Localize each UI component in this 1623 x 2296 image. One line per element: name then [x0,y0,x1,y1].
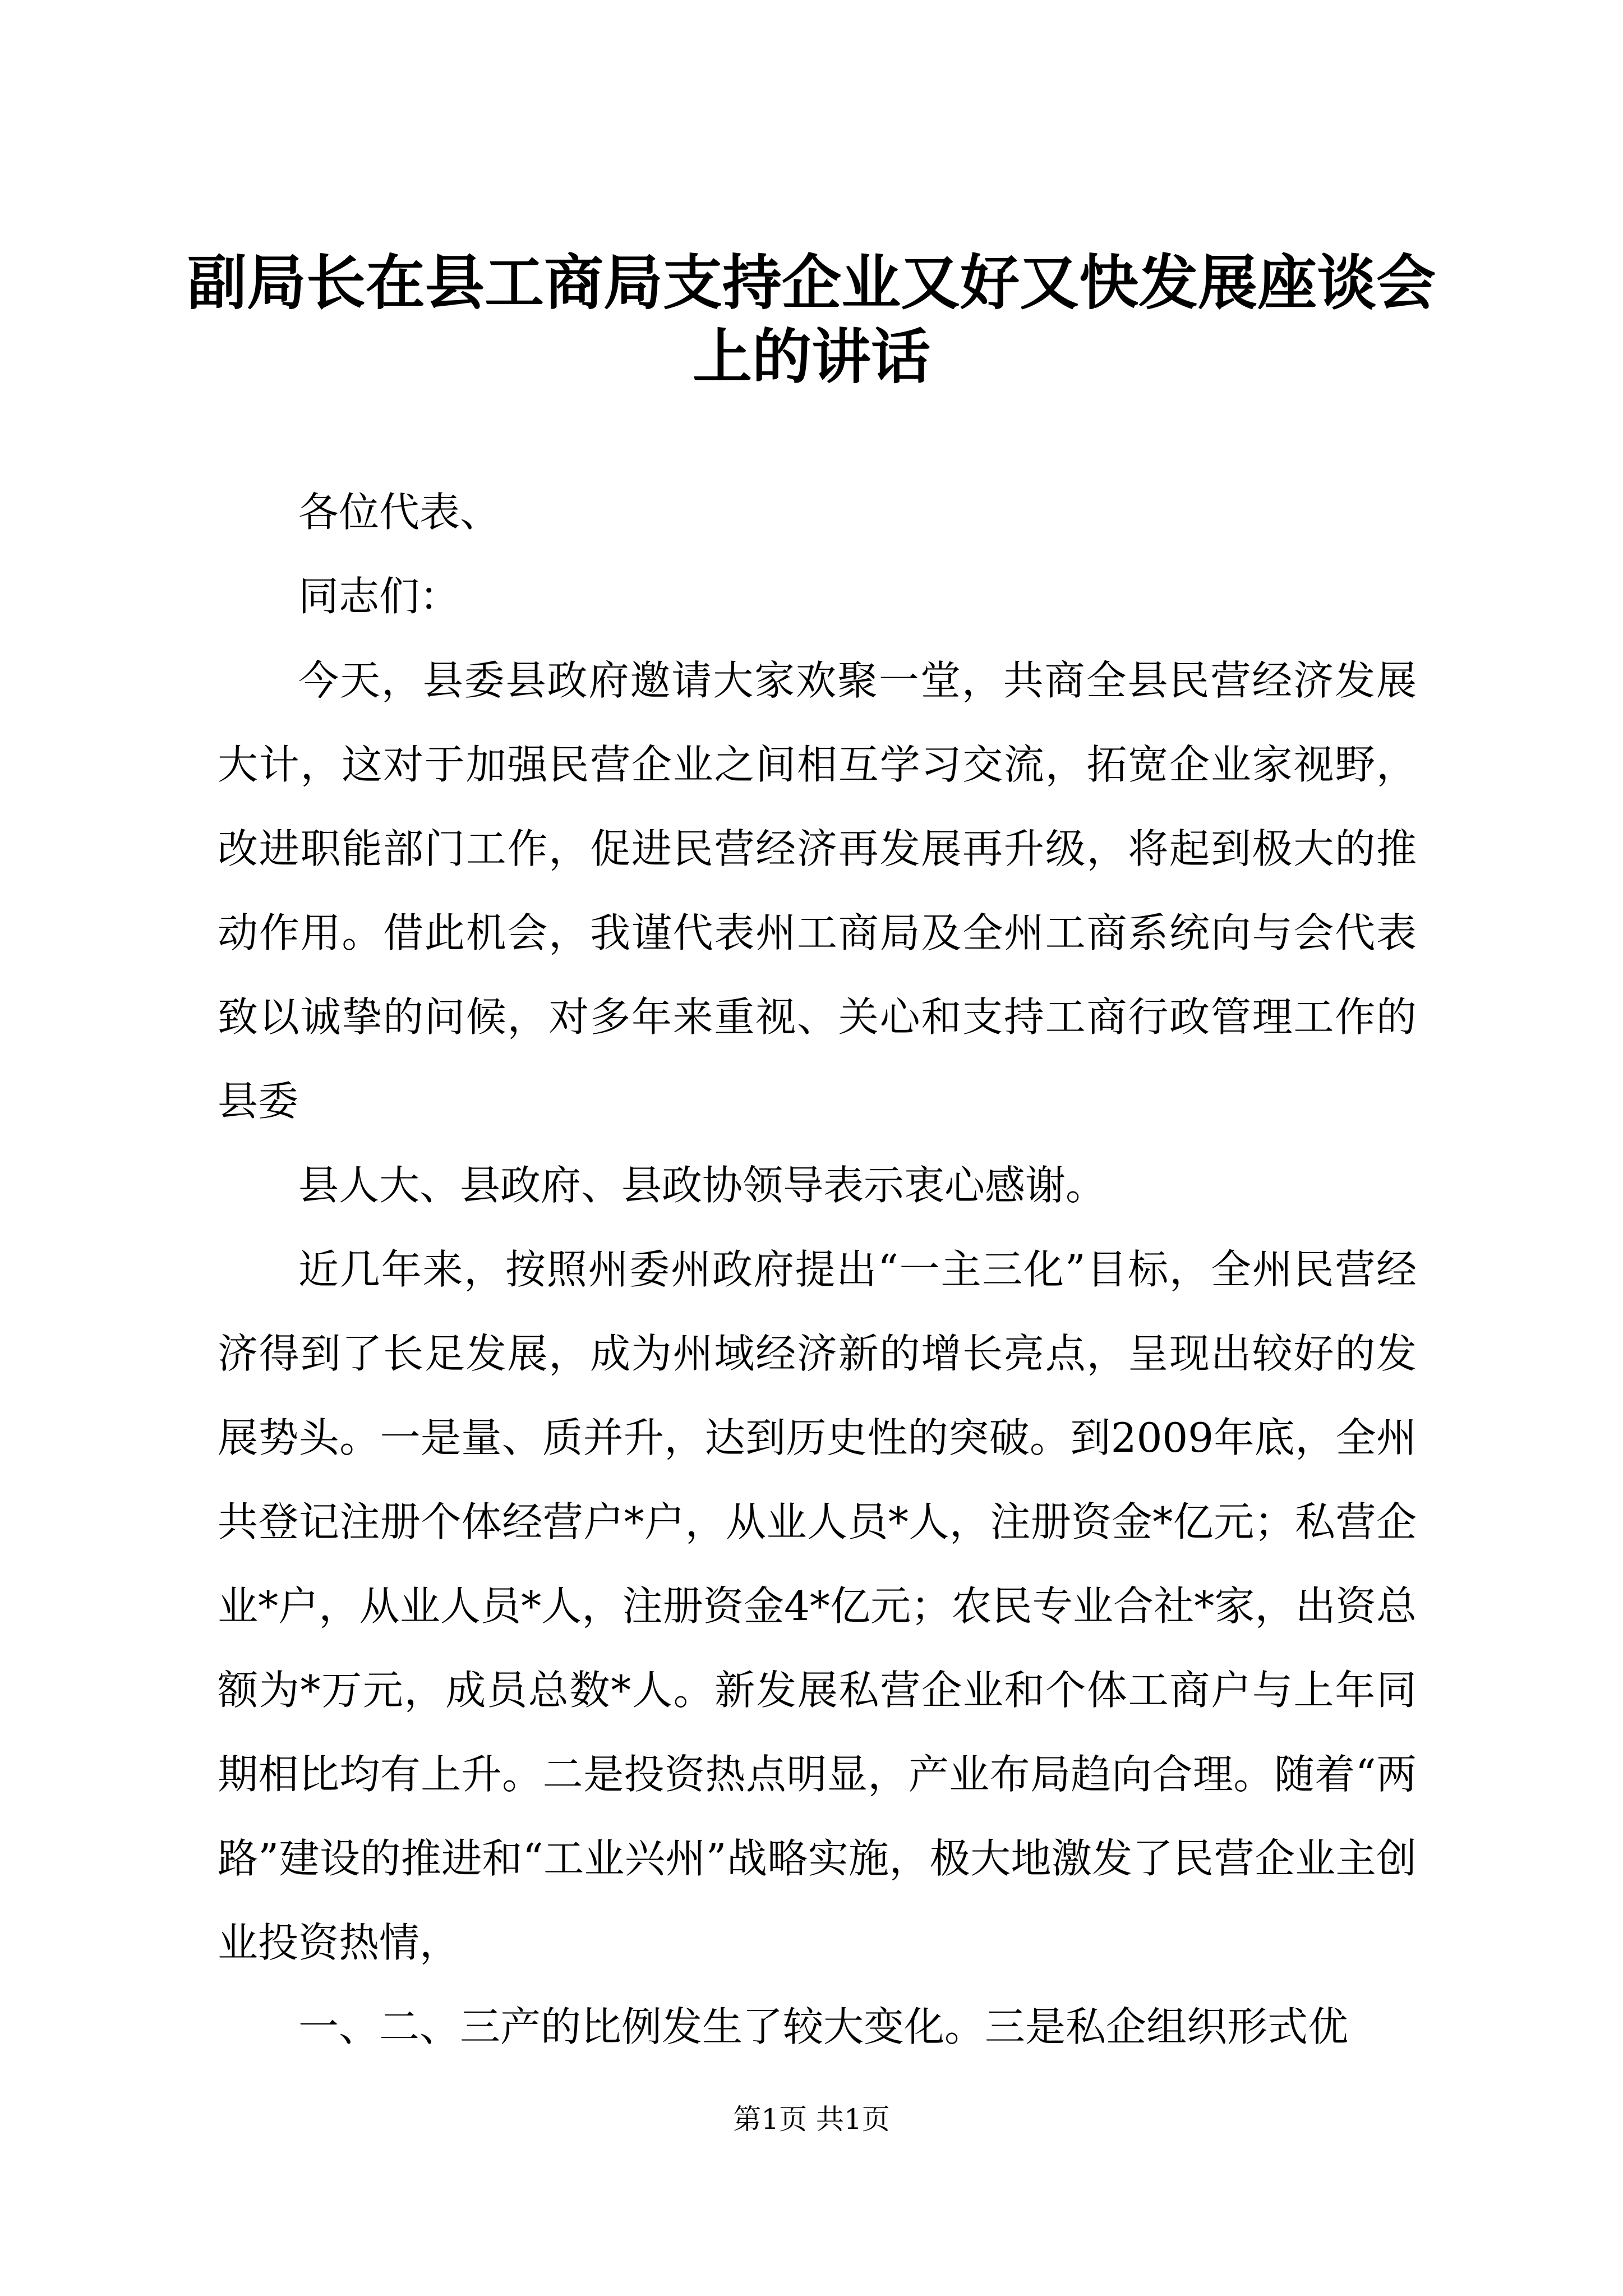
document-body [218,470,1417,2069]
salutation-line-1: 各位代表、 [298,489,501,536]
page-number-footer: 第1页 共1页 [733,2103,890,2136]
paragraph-opening: 今天，县委县政府邀请大家欢聚一堂，共商全县民营经济发展大计，这对于加强民营企业之间相互学习交流，拓宽企业家视野，改进职能部门工作，促进民营经济再发展再升级，将起到极大的推动作用。借此机会，我谨代表州工商局及全州工商系统向与会代表致以诚挚的问候，对多年来重视、关心和支持工商行政管理工作的县委 [218,657,1417,1125]
salutation-line-2: 同志们： [298,573,460,620]
paragraph-thanks: 县人大、县政府、县政协领导表示衷心感谢。 [298,1162,1106,1209]
document-title: 副局长在县工商局支持企业又好又快发展座谈会上的讲话 [187,247,1436,392]
paragraph-industry-ratio: 一、二、三产的比例发生了较大变化。三是私企组织形式优 [298,2003,1349,2050]
paragraph-development: 近几年来，按照州委州政府提出“一主三化”目标，全州民营经济得到了长足发展，成为州域经济新的增长亮点，呈现出较好的发展势头。一是量、质并升，达到历史性的突破。到2009年底，全州共登记注册个体经营户*户，从业人员*人，注册资金*亿元；私营企业*户，从业人员*人，注册资金4*亿元；农民专业合社*家，出资总额为*万元，成员总数*人。新发展私营企业和个体工商户与上年同期相比均有上升。二是投资热点明显，产业布局趋向合理。随着“两路”建设的推进和“工业兴州”战略实施，极大地激发了民营企业主创业投资热情， [218,1246,1417,1966]
